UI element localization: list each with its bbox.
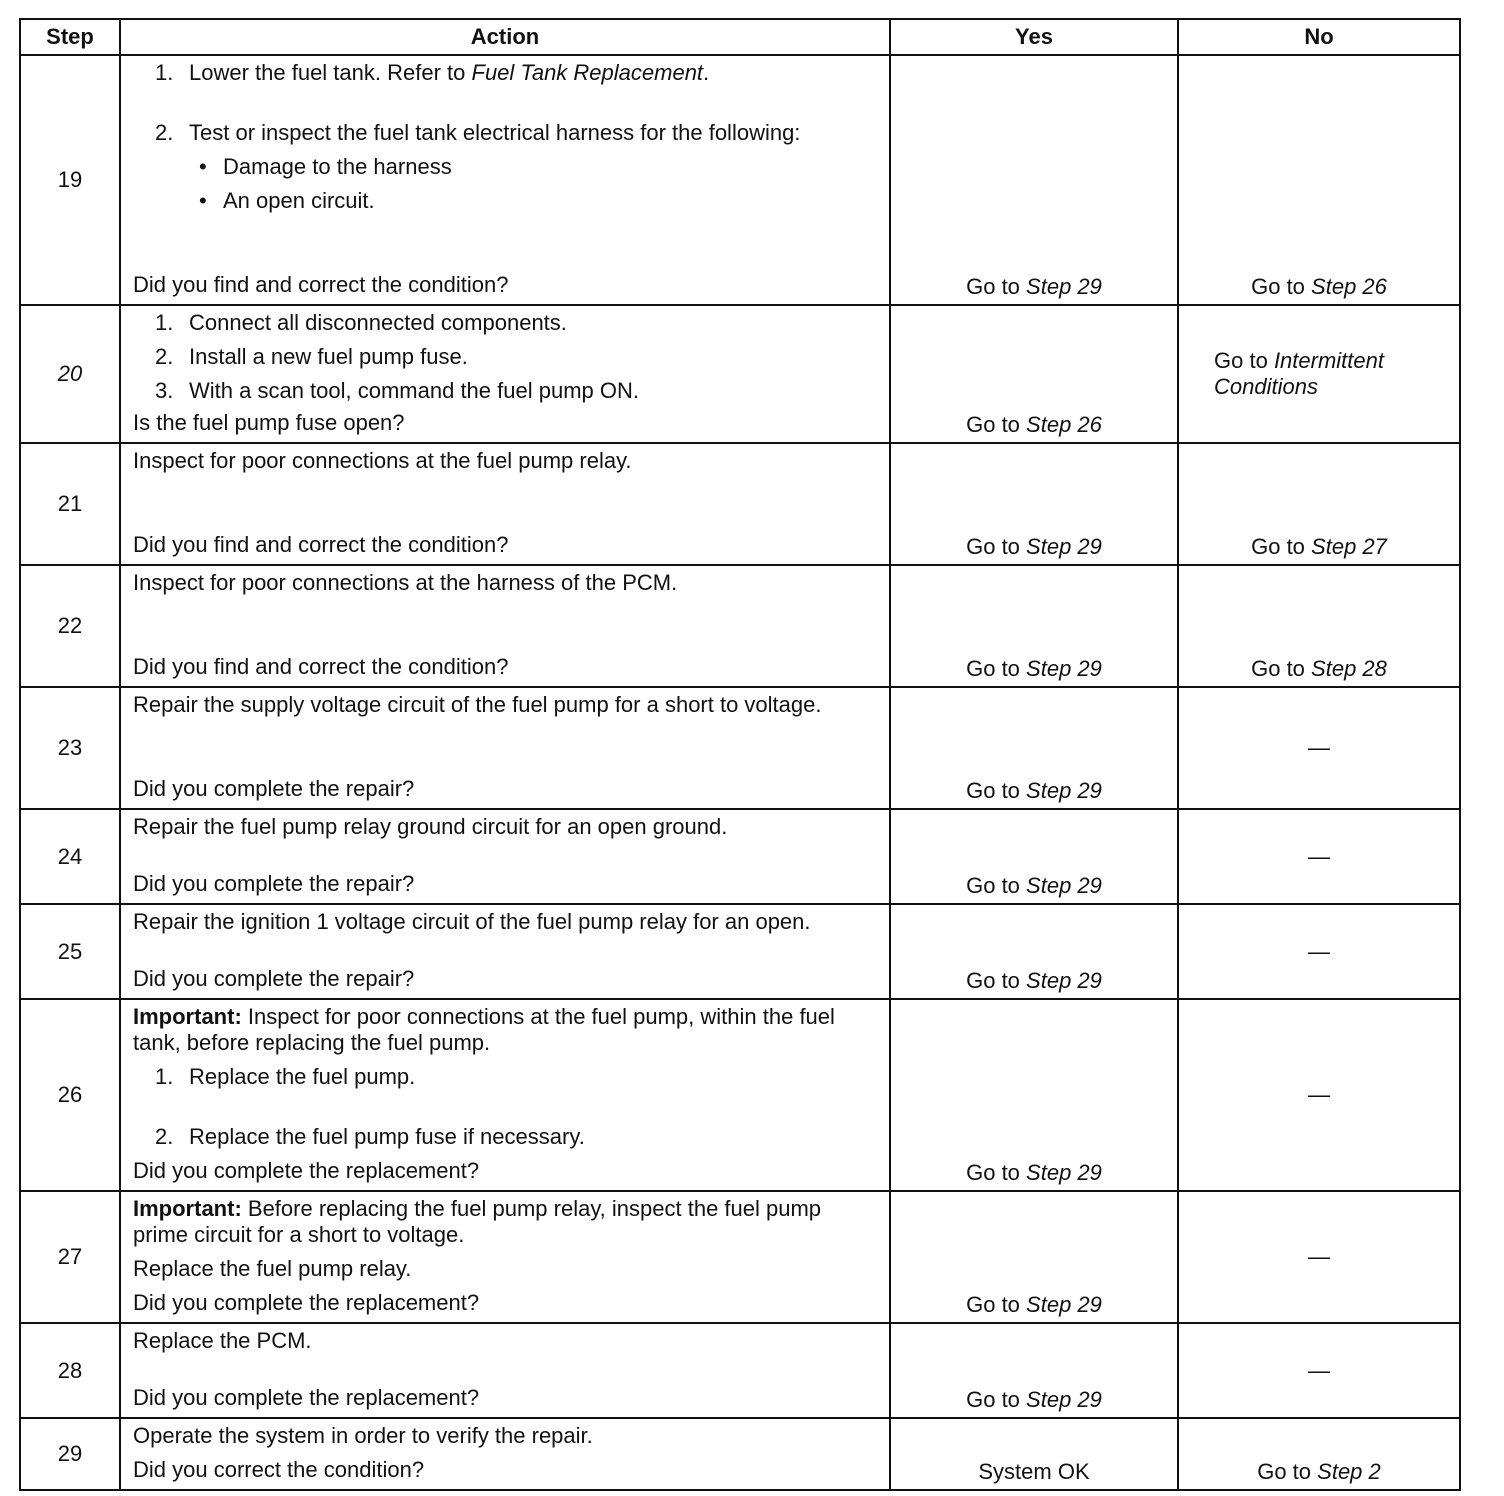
table-row	[20, 1191, 1460, 1323]
step-reference: Step 26	[1311, 274, 1387, 299]
table-row	[20, 904, 1460, 999]
step-number: 28	[20, 1323, 120, 1418]
action-cell	[120, 999, 890, 1191]
question-text: Did you find and correct the condition?	[133, 654, 509, 679]
important-text: Before replacing the fuel pump relay, inspect the fuel pump prime circuit for a short to voltage.	[133, 1196, 822, 1247]
no-cell: Go to Step 27	[1178, 443, 1460, 565]
table-row	[20, 305, 1460, 443]
yes-result: System OK	[978, 1459, 1090, 1484]
yes-cell: Go to Step 29	[890, 55, 1178, 305]
list-item: 2. Install a new fuel pump fuse.	[155, 344, 468, 369]
action-cell	[120, 565, 890, 687]
action-cell	[120, 1418, 890, 1490]
action-cell	[120, 904, 890, 999]
list-item: 2. Replace the fuel pump fuse if necessary.	[155, 1124, 585, 1149]
table-row	[20, 999, 1460, 1191]
step-number: 27	[20, 1191, 120, 1323]
yes-cell: Go to Step 26	[890, 305, 1178, 443]
action-text: Repair the ignition 1 voltage circuit of the fuel pump relay for an open.	[133, 909, 811, 934]
header-no: No	[1178, 19, 1460, 55]
question-text: Did you complete the repair?	[133, 966, 415, 991]
step-reference: Step 27	[1311, 534, 1387, 559]
action-text: Replace the PCM.	[133, 1328, 312, 1353]
question-text: Is the fuel pump fuse open?	[133, 410, 405, 435]
action-text: Inspect for poor connections at the harness of the PCM.	[133, 570, 678, 595]
yes-cell: Go to Step 29	[890, 687, 1178, 809]
bullet-item: • An open circuit.	[199, 188, 375, 213]
table-row	[20, 809, 1460, 904]
yes-cell: Go to Step 29	[890, 1323, 1178, 1418]
step-reference: Step 28	[1311, 656, 1387, 681]
no-cell: Go to Intermittent Conditions	[1178, 305, 1460, 443]
step-number: 22	[20, 565, 120, 687]
important-label: Important:	[133, 1004, 242, 1029]
action-cell	[120, 809, 890, 904]
no-cell: Go to Step 2	[1178, 1418, 1460, 1490]
list-item: 1. Replace the fuel pump.	[155, 1064, 416, 1089]
diagnostic-table	[19, 18, 1461, 1491]
table-row	[20, 687, 1460, 809]
yes-cell: Go to Step 29	[890, 565, 1178, 687]
list-item: 3. With a scan tool, command the fuel pump ON.	[155, 378, 639, 403]
important-text: Inspect for poor connections at the fuel pump, within the fuel tank, before replacing the fuel pump.	[133, 1004, 835, 1055]
bullet-item: • Damage to the harness	[199, 154, 452, 179]
list-item: 1. Connect all disconnected components.	[155, 310, 567, 335]
header-action: Action	[120, 19, 890, 55]
header-row	[20, 19, 1460, 55]
step-reference: Step 29	[1026, 1292, 1102, 1317]
action-cell	[120, 687, 890, 809]
question-text: Did you find and correct the condition?	[133, 532, 509, 557]
dash-mark: —	[1308, 1357, 1330, 1383]
step-number: 20	[20, 305, 120, 443]
no-cell	[1178, 999, 1460, 1191]
yes-cell: Go to Step 29	[890, 904, 1178, 999]
header-step: Step	[20, 19, 120, 55]
dash-mark: —	[1308, 938, 1330, 964]
question-text: Did you complete the replacement?	[133, 1290, 480, 1315]
action-cell	[120, 55, 890, 305]
step-reference: Step 29	[1026, 1387, 1102, 1412]
step-reference: Step 26	[1026, 412, 1102, 437]
question-text: Did you correct the condition?	[133, 1457, 425, 1482]
step-reference: Step 29	[1026, 968, 1102, 993]
step-number: 29	[20, 1418, 120, 1490]
dash-mark: —	[1308, 1244, 1330, 1269]
question-text: Did you find and correct the condition?	[133, 272, 509, 297]
question-text: Did you complete the repair?	[133, 871, 415, 896]
no-cell	[1178, 904, 1460, 999]
no-cell: Go to Step 26	[1178, 55, 1460, 305]
no-cell	[1178, 1323, 1460, 1418]
step-number: 24	[20, 809, 120, 904]
yes-cell: Go to Step 29	[890, 1191, 1178, 1323]
step-reference: Step 29	[1026, 778, 1102, 803]
yes-cell	[890, 1418, 1178, 1490]
table-row	[20, 55, 1460, 305]
dash-mark: —	[1308, 843, 1330, 869]
action-text: Inspect for poor connections at the fuel pump relay.	[133, 448, 632, 473]
action-cell	[120, 1191, 890, 1323]
question-text: Did you complete the replacement?	[133, 1158, 480, 1183]
step-reference: Step 29	[1026, 1160, 1102, 1185]
action-text: Repair the supply voltage circuit of the fuel pump for a short to voltage.	[133, 692, 822, 717]
action-text: Operate the system in order to verify the repair.	[133, 1423, 593, 1448]
list-item: 1. Lower the fuel tank. Refer to Fuel Tank Replacement.	[155, 60, 710, 85]
step-reference: Step 29	[1026, 274, 1102, 299]
step-number: 26	[20, 999, 120, 1191]
important-label: Important:	[133, 1196, 242, 1221]
action-text: Replace the fuel pump relay.	[133, 1256, 412, 1281]
dash-mark: —	[1308, 1082, 1330, 1107]
step-number: 19	[20, 55, 120, 305]
table-row	[20, 1418, 1460, 1490]
reference-link: Fuel Tank Replacement	[471, 60, 704, 85]
no-cell	[1178, 1191, 1460, 1323]
action-cell	[120, 305, 890, 443]
yes-cell: Go to Step 29	[890, 999, 1178, 1191]
step-number: 25	[20, 904, 120, 999]
action-text: Repair the fuel pump relay ground circuit for an open ground.	[133, 814, 728, 839]
header-yes: Yes	[890, 19, 1178, 55]
question-text: Did you complete the replacement?	[133, 1385, 480, 1410]
step-number: 21	[20, 443, 120, 565]
list-item: 2. Test or inspect the fuel tank electrical harness for the following:	[155, 120, 801, 145]
question-text: Did you complete the repair?	[133, 776, 415, 801]
no-cell	[1178, 687, 1460, 809]
dash-mark: —	[1308, 735, 1330, 760]
table-row	[20, 565, 1460, 687]
action-cell	[120, 1323, 890, 1418]
step-reference: Step 29	[1026, 656, 1102, 681]
step-number: 23	[20, 687, 120, 809]
step-reference: Step 29	[1026, 873, 1102, 898]
step-reference: Step 29	[1026, 534, 1102, 559]
table-row	[20, 443, 1460, 565]
yes-cell: Go to Step 29	[890, 809, 1178, 904]
no-cell	[1178, 809, 1460, 904]
action-cell	[120, 443, 890, 565]
no-cell: Go to Step 28	[1178, 565, 1460, 687]
table-row	[20, 1323, 1460, 1418]
reference-link: Intermittent Conditions	[1214, 348, 1384, 399]
yes-cell: Go to Step 29	[890, 443, 1178, 565]
step-reference: Step 2	[1317, 1459, 1381, 1484]
